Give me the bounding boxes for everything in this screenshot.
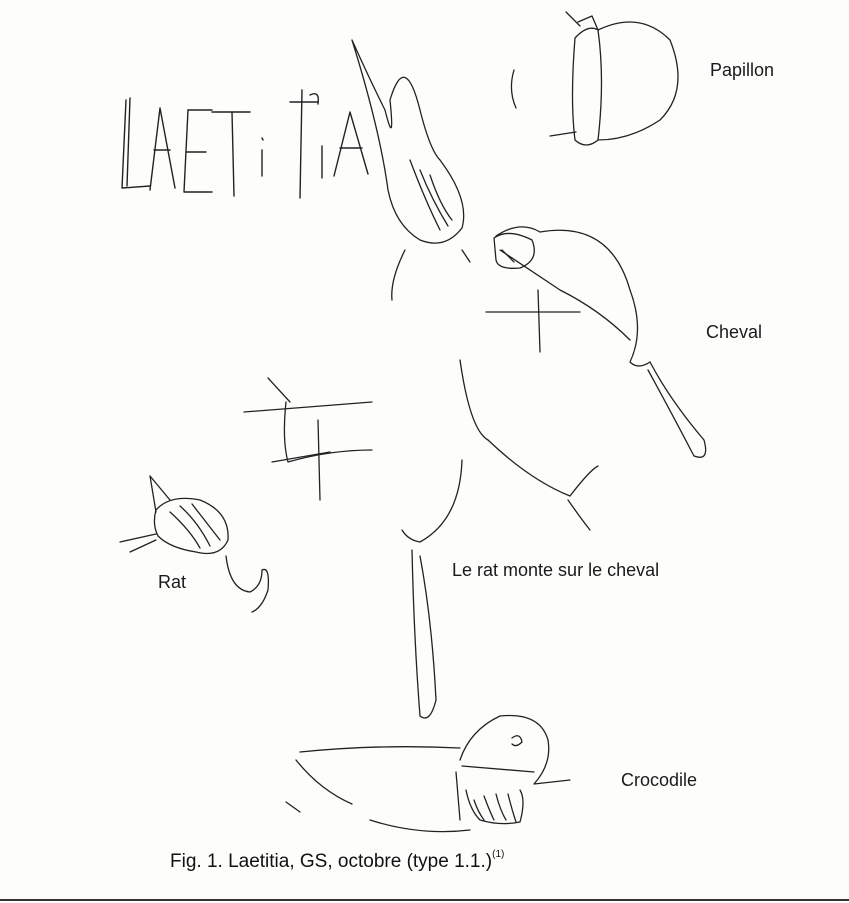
label-rat: Rat — [158, 572, 187, 592]
figure-caption-text: Fig. 1. Laetitia, GS, octobre (type 1.1.) — [170, 851, 493, 872]
label-sentence: Le rat monte sur le cheval — [452, 560, 660, 580]
crocodile-drawing — [286, 716, 570, 832]
figure-caption — [170, 851, 504, 873]
label-papillon: Papillon — [710, 60, 775, 80]
label-crocodile: Crocodile — [621, 770, 698, 790]
papillon-drawing — [511, 12, 678, 145]
label-cheval: Cheval — [706, 322, 763, 342]
figure-caption-ref: (1) — [492, 849, 505, 860]
cheval-drawing — [244, 40, 706, 718]
rat-drawing — [120, 476, 268, 612]
handwritten-name-drawing — [122, 90, 368, 198]
bottom-rule — [0, 899, 849, 901]
